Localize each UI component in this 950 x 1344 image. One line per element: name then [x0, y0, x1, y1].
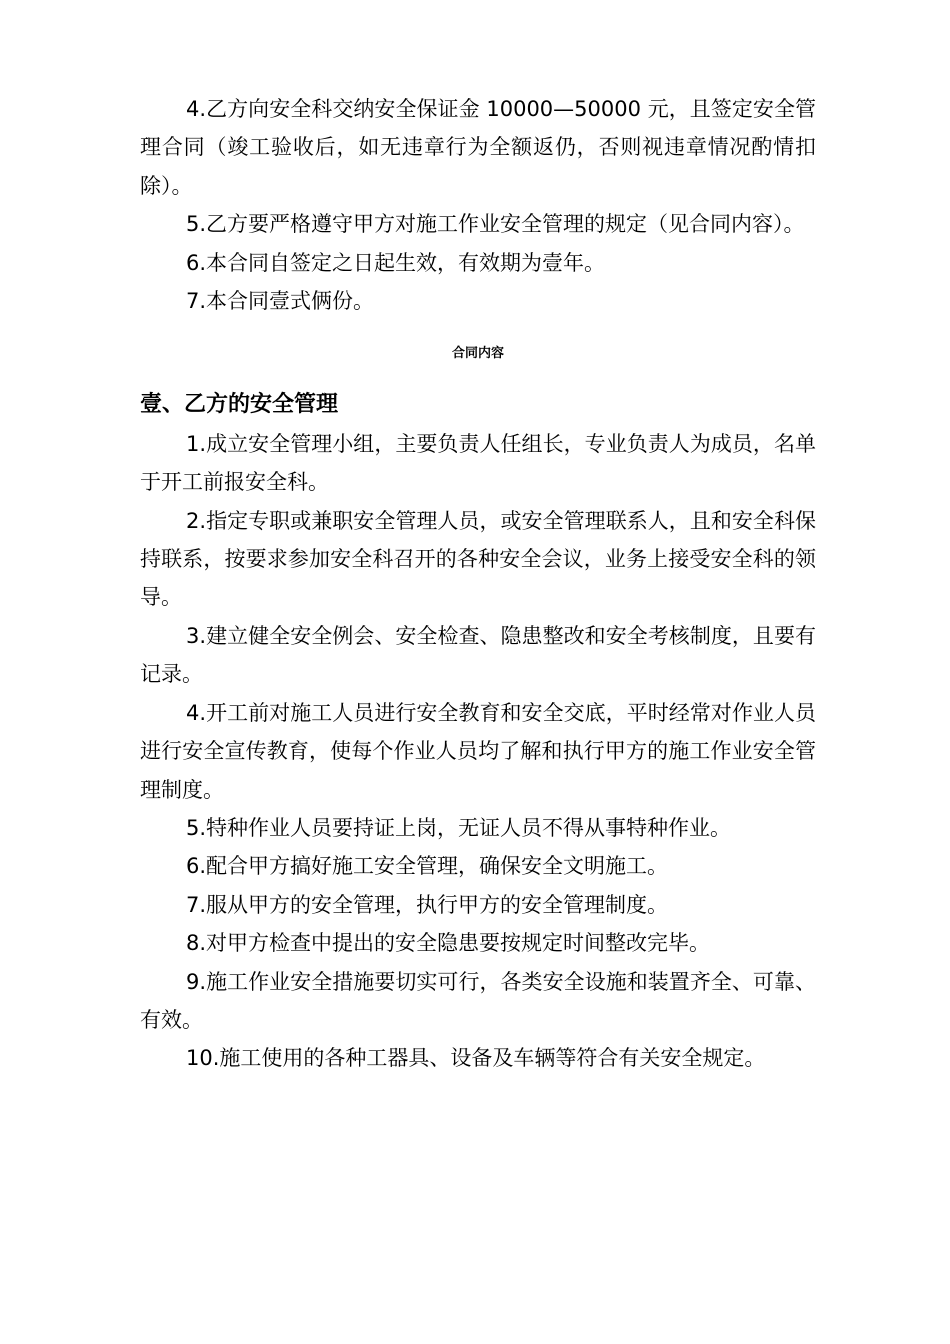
section-item: 3.建立健全安全例会、安全检查、隐患整改和安全考核制度，且要有记录。: [140, 623, 816, 687]
section-item: 6.配合甲方搞好施工安全管理，确保安全文明施工。: [186, 854, 669, 879]
document-page: [140, 90, 816, 1078]
section-item: 8.对甲方检查中提出的安全隐患要按规定时间整改完毕。: [186, 931, 711, 956]
section-item: 7.服从甲方的安全管理，执行甲方的安全管理制度。: [186, 892, 669, 917]
section-item: 5.特种作业人员要持证上岗，无证人员不得从事特种作业。: [186, 815, 732, 840]
clause-item: 5.乙方要严格遵守甲方对施工作业安全管理的规定（见合同内容）。: [186, 212, 805, 237]
contract-content-title: 合同内容: [451, 346, 504, 362]
section-heading: 壹、乙方的安全管理: [140, 392, 339, 418]
section-item: 4.开工前对施工人员进行安全教育和安全交底，平时经常对作业人员进行安全宣传教育，使每个作业人员均了解和执行甲方的施工作业安全管理制度。: [140, 700, 816, 802]
section-item: 9.施工作业安全措施要切实可行，各类安全设施和装置齐全、可靠、有效。: [140, 969, 816, 1032]
section-item: 10.施工使用的各种工器具、设备及车辆等符合有关安全规定。: [186, 1046, 766, 1071]
section-item: 2.指定专职或兼职安全管理人员，或安全管理联系人，且和安全科保持联系，按要求参加安全科召开的各种安全会议，业务上接受安全科的领导。: [140, 508, 816, 610]
clause-item: 7.本合同壹式俩份。: [186, 289, 375, 314]
clause-item: 6.本合同自签定之日起生效，有效期为壹年。: [186, 250, 606, 275]
clause-item: 4.乙方向安全科交纳安全保证金 10000—50000 元，且签定安全管理合同（竣工验收后，如无违章行为全额返仍，否则视违章情况酌情扣除）。: [140, 97, 816, 198]
section-item: 1.成立安全管理小组，主要负责人任组长，专业负责人为成员，名单于开工前报安全科。: [140, 431, 816, 495]
